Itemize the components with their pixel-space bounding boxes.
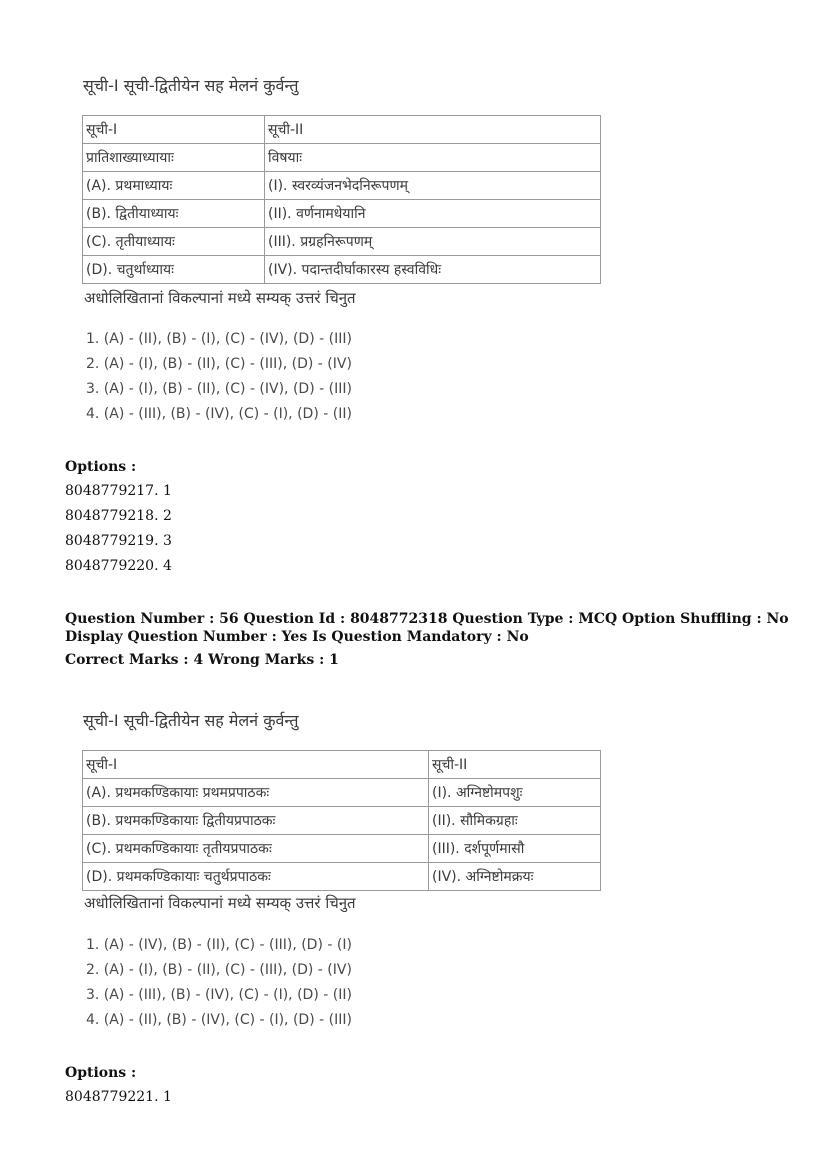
table-cell: (C). तृतीयाध्यायः (83, 228, 265, 256)
list-item: 4. (A) - (III), (B) - (IV), (C) - (I), (D) - (II) (86, 406, 352, 422)
table-cell: (III). दर्शपूर्णमासौ (429, 835, 601, 863)
table-row (83, 116, 601, 144)
q56-meta-line-3: Correct Marks : 4 Wrong Marks : 1 (65, 652, 339, 668)
q56-match-table (82, 750, 601, 891)
table-cell: (II). वर्णनामधेयानि (265, 200, 601, 228)
table-cell: सूची-I (83, 116, 265, 144)
table-cell: (III). प्रग्रहनिरूपणम् (265, 228, 601, 256)
table-row (83, 779, 601, 807)
option-id: 8048779217. 1 (65, 483, 172, 499)
table-cell: (B). प्रथमकण्डिकायाः द्वितीयप्रपाठकः (83, 807, 429, 835)
table-row (83, 807, 601, 835)
table-cell: सूची-I (83, 751, 429, 779)
q56-options-label: Options : (65, 1065, 137, 1081)
table-cell: (D). प्रथमकण्डिकायाः चतुर्थप्रपाठकः (83, 863, 429, 891)
table-cell: (D). चतुर्थाध्यायः (83, 256, 265, 284)
list-item: 3. (A) - (I), (B) - (II), (C) - (IV), (D) - (III) (86, 381, 352, 397)
list-item: 2. (A) - (I), (B) - (II), (C) - (III), (D) - (IV) (86, 962, 352, 978)
table-row (83, 200, 601, 228)
q56-heading: सूची-I सूची-द्वितीयेन सह मेलनं कुर्वन्तु (83, 711, 299, 730)
table-cell: (II). सौमिकग्रहाः (429, 807, 601, 835)
list-item: 2. (A) - (I), (B) - (II), (C) - (III), (D) - (IV) (86, 356, 352, 372)
table-row (83, 751, 601, 779)
list-item: 3. (A) - (III), (B) - (IV), (C) - (I), (D) - (II) (86, 987, 352, 1003)
q55-instruction: अधोलिखितानां विकल्पानां मध्ये सम्यक् उत्तरं चिनुत (84, 289, 356, 307)
table-row (83, 863, 601, 891)
list-item: 1. (A) - (II), (B) - (I), (C) - (IV), (D) - (III) (86, 331, 352, 347)
option-id: 8048779218. 2 (65, 508, 172, 524)
table-cell: प्रातिशाख्याध्यायाः (83, 144, 265, 172)
table-row (83, 228, 601, 256)
list-item: 1. (A) - (IV), (B) - (II), (C) - (III), (D) - (I) (86, 937, 352, 953)
table-cell: सूची-II (265, 116, 601, 144)
table-row (83, 172, 601, 200)
table-cell: (I). अग्निष्टोमपशुः (429, 779, 601, 807)
table-cell: (A). प्रथमाध्यायः (83, 172, 265, 200)
q56-meta-line-1: Question Number : 56 Question Id : 8048772318 Question Type : MCQ Option Shuffling : No (65, 611, 789, 627)
q55-options-label: Options : (65, 459, 137, 475)
table-row (83, 256, 601, 284)
q55-choices (86, 327, 352, 427)
option-id: 8048779219. 3 (65, 533, 172, 549)
option-id: 8048779221. 1 (65, 1089, 172, 1105)
q55-heading: सूची-I सूची-द्वितीयेन सह मेलनं कुर्वन्तु (83, 76, 299, 95)
q56-meta-line-2: Display Question Number : Yes Is Question Mandatory : No (65, 629, 529, 645)
table-row (83, 144, 601, 172)
table-row (83, 835, 601, 863)
table-cell: विषयाः (265, 144, 601, 172)
table-cell: (A). प्रथमकण्डिकायाः प्रथमप्रपाठकः (83, 779, 429, 807)
option-id: 8048779220. 4 (65, 558, 172, 574)
list-item: 4. (A) - (II), (B) - (IV), (C) - (I), (D) - (III) (86, 1012, 352, 1028)
table-cell: (I). स्वरव्यंजनभेदनिरूपणम् (265, 172, 601, 200)
q55-match-table (82, 115, 601, 284)
q56-instruction: अधोलिखितानां विकल्पानां मध्ये सम्यक् उत्तरं चिनुत (84, 894, 356, 912)
table-cell: (IV). पदान्तदीर्घाकारस्य हस्वविधिः (265, 256, 601, 284)
table-cell: सूची-II (429, 751, 601, 779)
table-cell: (B). द्वितीयाध्यायः (83, 200, 265, 228)
table-cell: (C). प्रथमकण्डिकायाः तृतीयप्रपाठकः (83, 835, 429, 863)
table-cell: (IV). अग्निष्टोमक्रयः (429, 863, 601, 891)
q56-choices (86, 933, 352, 1033)
